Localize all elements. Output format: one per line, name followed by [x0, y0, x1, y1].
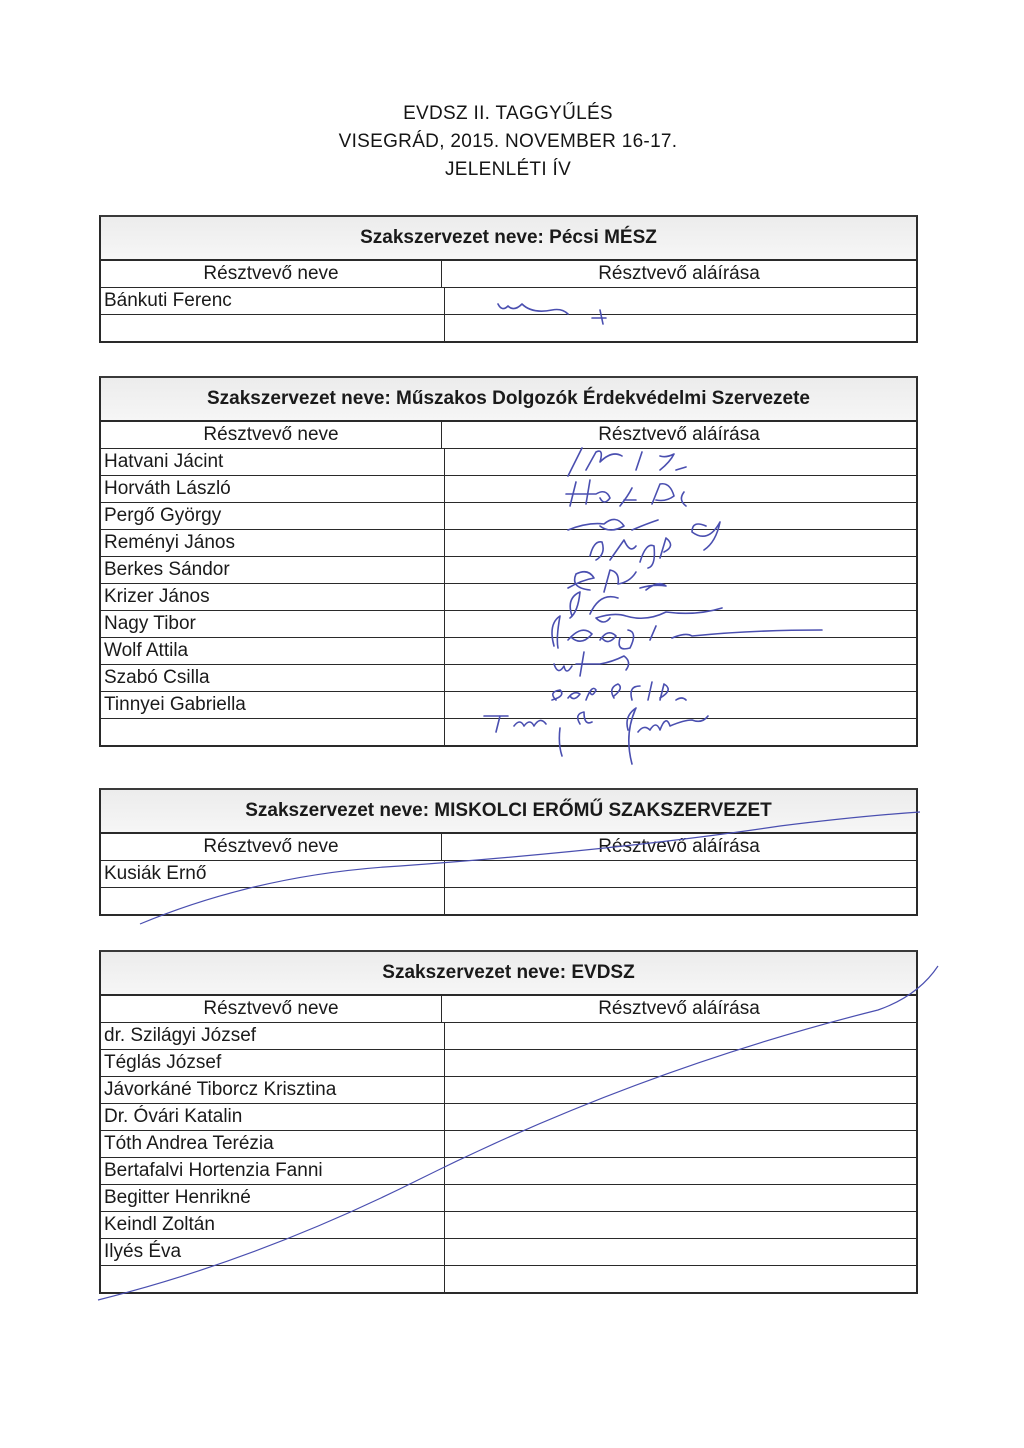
participant-row [101, 719, 916, 745]
signature-cell [445, 888, 916, 914]
participant-name: Nagy Tibor [101, 611, 445, 637]
signature-cell [445, 1185, 916, 1211]
column-header-signature: Résztvevő aláírása [598, 998, 760, 1019]
participant-table [101, 996, 916, 1292]
union-section-miskolci [99, 788, 918, 916]
participant-name: Pergő György [101, 503, 445, 529]
signature-cell [445, 315, 916, 341]
participant-row [101, 888, 916, 914]
participant-row [101, 1266, 916, 1292]
union-section-pecsi-mesz [99, 215, 918, 343]
signature-cell [445, 476, 916, 502]
participant-table [101, 261, 916, 341]
signature-cell [445, 288, 916, 314]
union-name: Szakszervezet neve: Pécsi MÉSZ [101, 217, 916, 261]
event-title: EVDSZ II. TAGGYŰLÉS [403, 103, 613, 124]
participant-row [101, 692, 916, 719]
participant-row [101, 288, 916, 315]
union-section-muszakos [99, 376, 918, 747]
participant-row [101, 1212, 916, 1239]
participant-row [101, 1023, 916, 1050]
participant-row [101, 1239, 916, 1266]
participant-name: Tinnyei Gabriella [101, 692, 445, 718]
event-place-date: VISEGRÁD, 2015. NOVEMBER 16-17. [338, 131, 678, 152]
column-header-signature: Résztvevő aláírása [598, 836, 760, 857]
participant-name: Tóth Andrea Terézia [101, 1131, 445, 1157]
participant-row [101, 861, 916, 888]
signature-cell [445, 861, 916, 887]
union-name: Szakszervezet neve: EVDSZ [101, 952, 916, 996]
column-header-name: Résztvevő neve [101, 834, 442, 860]
signature-cell [445, 449, 916, 475]
participant-row [101, 1131, 916, 1158]
participant-name: Keindl Zoltán [101, 1212, 445, 1238]
column-header-name: Résztvevő neve [101, 996, 442, 1022]
participant-name: dr. Szilágyi József [101, 1023, 445, 1049]
column-header-name: Résztvevő neve [101, 261, 442, 287]
participant-name [101, 888, 445, 914]
participant-row [101, 530, 916, 557]
participant-name: Szabó Csilla [101, 665, 445, 691]
signature-cell [445, 719, 916, 745]
signature-cell [445, 1023, 916, 1049]
participant-name: Berkes Sándor [101, 557, 445, 583]
participant-name: Bertafalvi Hortenzia Fanni [101, 1158, 445, 1184]
participant-name [101, 719, 445, 745]
participant-row [101, 665, 916, 692]
participant-row [101, 1104, 916, 1131]
signature-cell [445, 1212, 916, 1238]
union-section-evdsz [99, 950, 918, 1294]
signature-cell [445, 1104, 916, 1130]
participant-name: Jávorkáné Tiborcz Krisztina [101, 1077, 445, 1103]
participant-name [101, 315, 445, 341]
sheet-title: JELENLÉTI ÍV [444, 159, 572, 180]
participant-name: Ilyés Éva [101, 1239, 445, 1265]
participant-row [101, 503, 916, 530]
column-header-row [101, 261, 916, 288]
participant-name: Dr. Óvári Katalin [101, 1104, 445, 1130]
participant-name: Wolf Attila [101, 638, 445, 664]
participant-row [101, 584, 916, 611]
participant-row [101, 315, 916, 341]
column-header-row [101, 422, 916, 449]
signature-cell [445, 1239, 916, 1265]
participant-name: Téglás József [101, 1050, 445, 1076]
participant-name: Begitter Henrikné [101, 1185, 445, 1211]
participant-row [101, 1185, 916, 1212]
column-header-name: Résztvevő neve [101, 422, 442, 448]
participant-table [101, 422, 916, 745]
signature-cell [445, 503, 916, 529]
signature-cell [445, 665, 916, 691]
column-header-signature: Résztvevő aláírása [598, 263, 760, 284]
participant-row [101, 611, 916, 638]
participant-row [101, 1077, 916, 1104]
signature-cell [445, 530, 916, 556]
signature-cell [445, 611, 916, 637]
signature-cell [445, 692, 916, 718]
participant-name: Bánkuti Ferenc [101, 288, 445, 314]
document-header [0, 100, 1016, 184]
participant-name: Krizer János [101, 584, 445, 610]
signature-cell [445, 557, 916, 583]
signature-cell [445, 638, 916, 664]
participant-table [101, 834, 916, 914]
signature-cell [445, 1131, 916, 1157]
union-name: Szakszervezet neve: Műszakos Dolgozók Érdekvédelmi Szervezete [101, 378, 916, 422]
column-header-signature: Résztvevő aláírása [598, 424, 760, 445]
participant-row [101, 1050, 916, 1077]
column-header-row [101, 996, 916, 1023]
participant-name: Kusiák Ernő [101, 861, 445, 887]
participant-row [101, 476, 916, 503]
participant-row [101, 449, 916, 476]
signature-cell [445, 1158, 916, 1184]
column-header-row [101, 834, 916, 861]
signature-cell [445, 584, 916, 610]
participant-row [101, 1158, 916, 1185]
participant-name: Horváth László [101, 476, 445, 502]
participant-name: Hatvani Jácint [101, 449, 445, 475]
signature-cell [445, 1050, 916, 1076]
participant-row [101, 638, 916, 665]
union-name: Szakszervezet neve: MISKOLCI ERŐMŰ SZAKSZERVEZET [101, 790, 916, 834]
participant-name [101, 1266, 445, 1292]
participant-name: Reményi János [101, 530, 445, 556]
signature-cell [445, 1266, 916, 1292]
participant-row [101, 557, 916, 584]
signature-cell [445, 1077, 916, 1103]
